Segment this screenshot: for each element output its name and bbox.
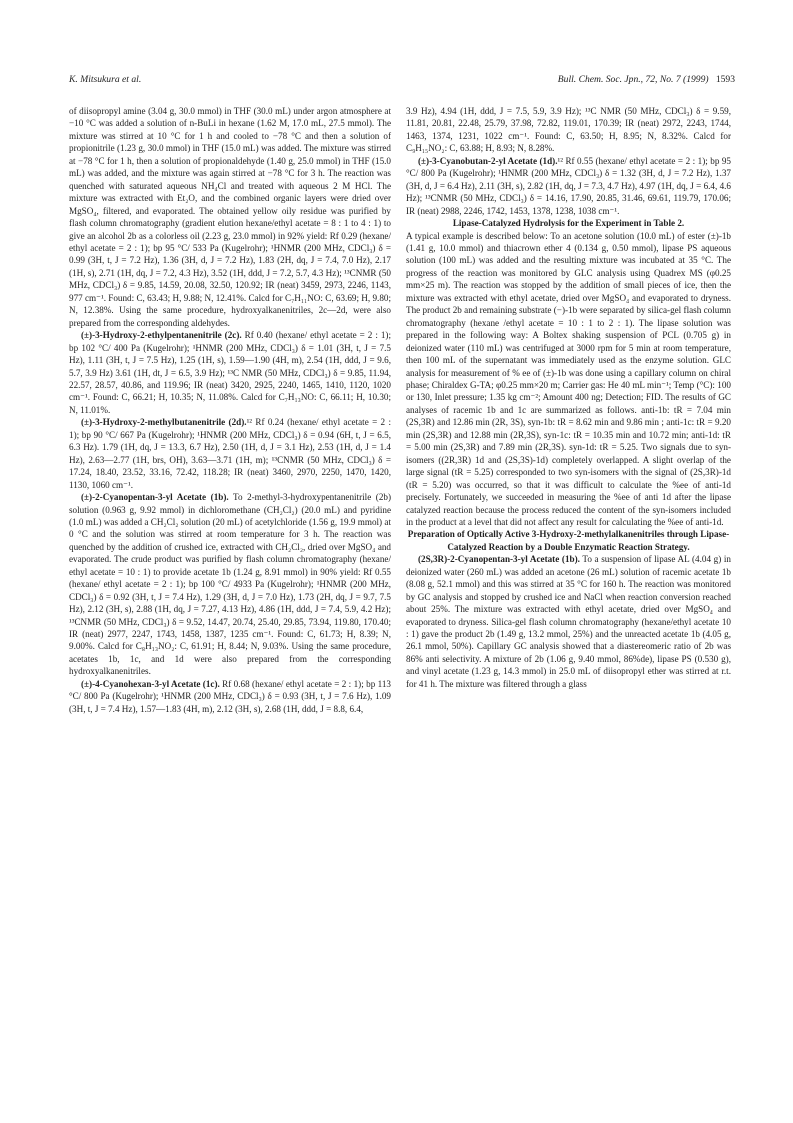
compound-heading: (±)-3-Hydroxy-2-ethylpentanenitrile (2c).: [81, 330, 242, 341]
left-column: [69, 105, 391, 715]
paragraph-text: To 2-methyl-3-hydroxypentanenitrile (2b) solution (0.963 g, 9.92 mmol) in dichloromethane (CH₂Cl₂) (20.0 mL) and pyridine (1.0 mL) was added a CH₂Cl₂ solution (20 mL) of acetylchloride (1.56 g, 19.9 mmol) at 0 °C and the solution was stirred at room temperature for 3 h. The reaction was quenched by the addition of crushed ice, extracted with CH₂Cl₂, dried over MgSO₄ and evaporated. The crude product was purified by flash column chromatography (hexane/ ethyl acetate = 10 : 1) to provide acetate 1b (1.24 g, 8.91 mmol) in 90% yield: Rf 0.55 (hexane/ ethyl acetate = 2 : 1); bp 100 °C/ 4933 Pa (Kugelrohr); ¹HNMR (200 MHz, CDCl₃) δ = 0.92 (3H, t, J = 7.4 Hz), 1.29 (3H, d, J = 7.0 Hz), 1.73 (2H, dq, J = 9.7, 7.5 Hz), 2.12 (3H, s), 2.88 (1H, dq, J = 7.27, 4.13 Hz), 4.86 (1H, ddd, J = 7.4, 5.9, 4.2 Hz); ¹³CNMR (50 MHz, CDCl₃) δ = 9.52, 14.47, 20.74, 25.40, 29.85, 73.94, 119.80, 170.40; IR (neat) 2977, 2247, 1743, 1458, 1387, 1235 cm⁻¹. Found: C, 61.73; H, 8.39; N, 9.00%. Calcd for C₈H₁₃NO₂: C, 61.91; H, 8.44; N, 9.03%. Using the same procedure, acetates 1b, 1c, and 1d were also prepared from the corresponding hydroxyalkanenitriles.: [69, 492, 391, 677]
paragraph: [69, 416, 391, 491]
paragraph-text: A typical example is described below: To an acetone solution (10.0 mL) of ester (±)-1b (1.41 g, 10.0 mmol) and thiacrown ether 4 (0.134 g, 0.50 mmol), lipase PS aqueous solution (100 mL) was added and the resulting mixture was incubated at 35 °C. The progress of the reaction was monitored by GLC analysis using Quadrex MS (φ0.25 mm×25 m). The reaction was stopped by the addition of small pieces of ice, then the mixture was extracted with ethyl acetate, dried over MgSO₄ and evaporated to dryness. The product 2b and remaining substrate (−)-1b were separated by silica-gel flash column chromatography (hexane /ethyl acetate = 10 : 1 to 2 : 1). The lipase solution was prepared in the following way: A Boltex shaking suspension of PCL (0.705 g) in deionized water (110 mL) was centrifuged at 3000 rpm for 5 min at room temperature, then 100 mL of the supernatant was immediately used as the enzyme solution. GLC analysis for measurement of % ee of (±)-1b was done using a capillary column on chiral phase; Chiraldex G-TA; φ0.25 mm×20 m; Carrier gas: He 40 mL min⁻¹; Temp (°C): 100 or 130, Inlet pressure; 1.35 kg cm⁻²; Amount 400 ng; Detection; FID. The results of GC analyses of racemic 1b and 1c are summarized as follows. anti-1b: tR = 7.04 min (2S,3R) and 12.86 min (2R, 3S), syn-1b: tR = 8.62 min and 9.86 min ; anti-1c: tR = 9.20 min (2S,3R) and 12.88 min (2R,3S), syn-1c: tR = 10.35 min and 10.72 min; anti-1d: tR = 5.00 min (2S,3R) and 7.89 min (2R,3S). syn-1d: tR = 5.25. Two signals due to syn-isomers ((2R,3R) 1d and (2S,3S)-1d) completely overlapped. A slight overlap of the large signal (tR = 5.25) corresponded to two syn-isomers with the signal of (2S,3R)-1d (tR = 5.20) was occurred, so that it was difficult to calculate the %ee of anti-1d precisely. Fortunately, we succeeded in measuring the %ee of anti 1d after the lipase catalyzed reaction because the process reduced the content of the syn-isomers included in the product at a level that did not affect any result for calculating the %ee of anti-1d.: [406, 230, 731, 527]
paragraph: [406, 105, 731, 155]
paragraph-text: 3.9 Hz), 4.94 (1H, ddd, J = 7.5, 5.9, 3.9 Hz); ¹³C NMR (50 MHz, CDCl₃) δ = 9.59, 11.81, 20.81, 22.48, 25.79, 37.98, 72.82, 119.01, 170.39; IR (neat) 2972, 2243, 1744, 1463, 1374, 1231, 1022 cm⁻¹. Found: C, 63.50; H, 8.95; N, 8.32%. Calcd for C₉H₁₅NO₂: C, 63.88; H, 8.93; N, 8.28%.: [406, 106, 731, 154]
paragraph: [69, 491, 391, 678]
paragraph-text: Rf 0.68 (hexane/ ethyl acetate = 2 : 1); bp 113 °C/ 800 Pa (Kugelrohr); ¹HNMR (200 MHz, CDCl₃) δ = 0.93 (3H, t, J = 7.6 Hz), 1.09 (3H, t, J = 7.4 Hz), 1.57—1.83 (4H, m), 2.12 (3H, s), 2.68 (1H, ddd, J = 8.8, 6.4,: [69, 678, 391, 714]
running-header: [69, 74, 735, 88]
paragraph: [69, 678, 391, 715]
paragraph-text: Rf 0.40 (hexane/ ethyl acetate = 2 : 1); bp 102 °C/ 400 Pa (Kugelrohr); ¹HNMR (200 MHz, CDCl₃) δ = 1.01 (3H, t, J = 7.5 Hz), 1.11 (3H, t, J = 7.5 Hz), 1.25 (1H, s), 1.59—1.90 (4H, m), 2.54 (1H, ddd, J = 9.6, 5.7, 3.9 Hz) 3.61 (1H, dt, J = 6.5, 3.9 Hz); ¹³C NMR (50 MHz, CDCl₃) δ = 9.85, 11.94, 22.57, 28.57, 40.86, and 119.96; IR (neat) 3420, 2925, 2240, 1465, 1410, 1120, 1020 cm⁻¹. Found: C, 66.21; H, 10.35; N, 11.08%. Calcd for C₇H₁₃NO: C, 66.11; H, 10.30; N, 11.01%.: [69, 330, 391, 415]
header-page-number: 1593: [715, 74, 735, 85]
paragraph-text: ¹² Rf 0.55 (hexane/ ethyl acetate = 2 : 1); bp 95 °C/ 800 Pa (Kugelrohr); ¹HNMR (200 MHz, CDCl₃) δ = 1.32 (3H, d, J = 7.2 Hz), 1.37 (3H, d, J = 6.4 Hz), 2.11 (3H, s), 2.82 (1H, dq, J = 7.3, 4.7 Hz), 4.97 (1H, dq, J = 6.4, 4.6 Hz); ¹³CNMR (50 MHz, CDCl₃) δ = 14.16, 17.90, 20.85, 31.46, 69.61, 119.79, 170.06; IR (neat) 2988, 2246, 1742, 1453, 1378, 1238, 1038 cm⁻¹.: [406, 155, 731, 216]
section-heading: Lipase-Catalyzed Hydrolysis for the Experiment in Table 2.: [452, 218, 685, 229]
compound-heading: (±)-3-Cyanobutan-2-yl Acetate (1d).: [418, 155, 558, 166]
paragraph-text: To a suspension of lipase AL (4.04 g) in deionized water (260 mL) was added an acetone (26 mL) solution of racemic acetate 1b (8.08 g, 52.1 mmol) and this was stirred at 35 °C for 160 h. The reaction was monitored by GC analysis and stopped by crushed ice and NaCl when reaction conversion reached about 25%. The mixture was extracted with ethyl acetate, dried over MgSO₄ and evaporated to dryness. Silica-gel flash column chromatography (hexane/ethyl acetate 10 : 1) gave the product 2b (1.49 g, 13.2 mmol, 25%) and the unreacted acetate 1b (4.05 g, 26.1 mmol, 50%). Capillary GC analysis showed that a diastereomeric ratio of 2b was 86% anti selectivity. A mixture of 2b (1.06 g, 9.40 mmol, 86%de), lipase PS (0.530 g), and vinyl acetate (1.23 g, 14.3 mmol) in 25.0 mL of diisopropyl ether was stirred at r.t. for 41 h. The mixture was filtered through a glass: [406, 554, 731, 689]
paragraph: [69, 105, 391, 329]
compound-heading: (±)-2-Cyanopentan-3-yl Acetate (1b).: [81, 492, 229, 503]
paragraph: [406, 230, 731, 529]
paragraph: [406, 553, 731, 690]
compound-heading: (±)-3-Hydroxy-2-methylbutanenitrile (2d).: [81, 417, 247, 428]
header-journal: Bull. Chem. Soc. Jpn., 72, No. 7 (1999): [557, 74, 709, 85]
section-heading: Preparation of Optically Active 3-Hydroxy-2-methylalkanenitriles through Lipase-Catalyzed Reaction by a Double Enzymatic Reaction Strategy.: [407, 529, 730, 552]
paragraph-text: of diisopropyl amine (3.04 g, 30.0 mmol) in THF (30.0 mL) under argon atmosphere at −10 °C was added a solution of n-BuLi in hexane (1.62 M, 17.0 mL, 27.5 mmol). The mixture was stirred at 10 °C for 1 h and cooled to −78 °C and then a solution of propionitrile (1.23 g, 30.0 mmol) in THF (15.0 mL) was added. The mixture was stirred at −78 °C for 1 h, then a solution of propionaldehyde (1.40 g, 25.0 mmol) in THF (15.0 mL) was added, and the mixture was again stirred at −78 °C for 3 h. The reaction was quenched with saturated aqueous NH₄Cl and treated with aqueous 2 M HCl. The mixture was extracted with Et₂O, and the combined organic layers were dried over MgSO₄, filtered, and evaporated. The obtained yellow oily residue was purified by flash column chromatography (gradient elution hexane/ethyl acetate = 8 : 1 to 4 : 1) to give an alcohol 2b as a colorless oil (2.23 g, 23.0 mmol) in 92% yield: Rf 0.29 (hexane/ ethyl acetate = 2 : 1); bp 95 °C/ 533 Pa (Kugelrohr); ¹HNMR (200 MHz, CDCl₃) δ = 0.99 (3H, t, J = 7.2 Hz), 1.36 (3H, d, J = 7.2 Hz), 1.83 (2H, dq, J = 7.4, 7.0 Hz), 2.17 (1H, s), 2.71 (1H, dq, J = 7.2, 4.3 Hz), 3.52 (1H, ddd, J = 7.2, 5.7, 4.3 Hz); ¹³CNMR (50 MHz, CDCl₃) δ = 9.85, 14.59, 20.08, 32.50, 120.92; IR (neat) 3459, 2973, 2246, 1143, 977 cm⁻¹. Found: C, 63.43; H, 9.88; N, 12.41%. Calcd for C₇H₁₁NO: C, 63.69; H, 9.80; N, 12.38%. Using the same procedure, hydroxyalkanenitriles, 2c—2d, were also prepared from the corresponding aldehydes.: [69, 106, 391, 328]
paragraph: [406, 155, 731, 217]
paragraph: [69, 329, 391, 416]
compound-heading: (±)-4-Cyanohexan-3-yl Acetate (1c).: [81, 678, 220, 689]
paragraph-text: ¹² Rf 0.24 (hexane/ ethyl acetate = 2 : 1); bp 90 °C/ 667 Pa (Kugelrohr); ¹HNMR (200 MHz, CDCl₃) δ = 0.94 (6H, t, J = 6.5, 6.3 Hz). 1.79 (1H, dq, J = 13.3, 6.7 Hz), 2.50 (1H, d, J = 3.1 Hz), 2.53 (1H, d, J = 1.4 Hz), 2.63—2.77 (1H, brs, OH), 3.63—3.71 (1H, m); ¹³CNMR (50 MHz, CDCl₃) δ = 17.24, 18.40, 23.52, 33.16, 72.42, 118.28; IR (neat) 3460, 2970, 2250, 1470, 1420, 1130, 1060 cm⁻¹.: [69, 417, 391, 490]
header-journal-page: [558, 74, 735, 85]
compound-heading: (2S,3R)-2-Cyanopentan-3-yl Acetate (1b).: [418, 554, 580, 565]
right-column: [406, 105, 731, 690]
header-authors: K. Mitsukura et al.: [69, 74, 142, 85]
